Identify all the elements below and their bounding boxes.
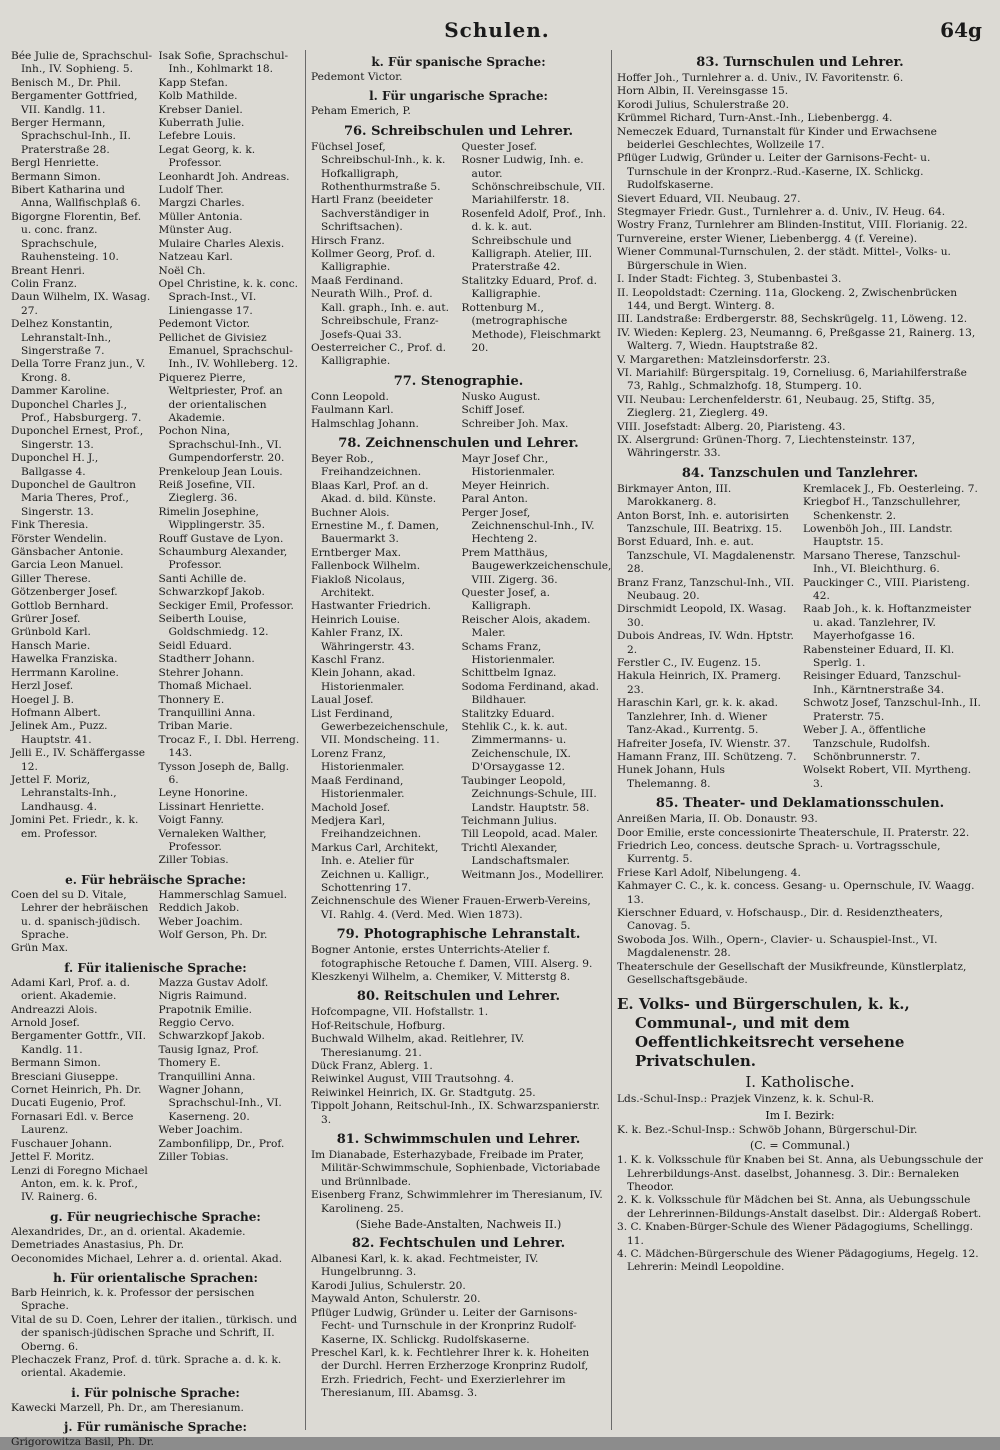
directory-entry: Kahler Franz, IX. Währingerstr. 43. bbox=[311, 627, 415, 653]
directory-entry: Maaß Ferdinand, Historienmaler. bbox=[311, 774, 405, 801]
directory-entry: Plechaczek Franz, Prof. d. türk. Sprache a. d. k. k. oriental. Akademie. bbox=[11, 1353, 282, 1380]
center-note: (Siehe Bade-Anstalten, Nachweis II.) bbox=[355, 1218, 562, 1232]
directory-entry: Kawecki Marzell, Ph. Dr., am Theresianum. bbox=[11, 1401, 244, 1414]
directory-entry: Marsano Therese, Tanzschul-Inh., VI. Bleichthurg. 6. bbox=[803, 549, 961, 576]
directory-entry: Karodi Julius, Schulerstr. 20. bbox=[311, 1279, 466, 1292]
directory-entry: Ziller Tobias. bbox=[158, 854, 229, 867]
directory-entry: Hofcompagne, VII. Hofstallstr. 1. bbox=[311, 1006, 489, 1019]
directory-entry: Hunek Johann, Huls Thelemanng. 8. bbox=[617, 764, 725, 790]
directory-entry: Pedemont Victor. bbox=[311, 71, 403, 83]
directory-entry: Bergamenter Gottfried, VII. Kandlg. 11. bbox=[11, 90, 138, 116]
directory-entry: Prapotnik Emilie. bbox=[158, 1003, 253, 1016]
directory-entry: Schiff Josef. bbox=[461, 404, 526, 417]
directory-entry: Jettel F. Moritz. bbox=[11, 1151, 95, 1164]
directory-entry: Reiwinkel August, VIII Trautsohng. 4. bbox=[311, 1073, 515, 1086]
directory-entry: Kierschner Eduard, v. Hofschausp., Dir. d. Residenztheaters, Canovag. 5. bbox=[617, 906, 943, 933]
directory-entry: Kleszkenyi Wilhelm, a. Chemiker, V. Mitterstg 8. bbox=[311, 970, 571, 983]
directory-entry: Seiberth Louise, Goldschmiedg. 12. bbox=[158, 613, 269, 639]
directory-entry: Demetriades Anastasius, Ph. Dr. bbox=[11, 1239, 185, 1252]
directory-entry: Stehlik C., k. k. aut. Zimmermanns- u. Zeichenschule, IX. D'Orsaygasse 12. bbox=[461, 721, 571, 774]
directory-entry: Faulmann Karl. bbox=[311, 404, 394, 417]
directory-entry: 4. C. Mädchen-Bürgerschule des Wiener Pädagogiums, Hegelg. 12. Lehrerin: Meindl Leopoldine. bbox=[617, 1248, 979, 1274]
directory-entry: Albanesi Karl, k. k. akad. Fechtmeister, IV. Hungelbrunng. 3. bbox=[311, 1253, 539, 1279]
section-heading: 77. Stenographie. bbox=[393, 373, 524, 389]
directory-entry: Kriegbof H., Tanzschullehrer, Schenkenstr. 2. bbox=[803, 496, 961, 522]
directory-entry: Mazza Gustav Adolf. bbox=[158, 976, 269, 989]
section-heading: f. Für italienische Sprache: bbox=[64, 960, 247, 975]
directory-entry: Reddich Jakob. bbox=[158, 902, 240, 915]
directory-entry: Rouff Gustave de Lyon. bbox=[158, 532, 284, 545]
directory-entry: Duponchel Charles J., Prof., Habsburgerg. 7. bbox=[11, 398, 142, 424]
section-heading: k. Für spanische Sprache: bbox=[371, 55, 546, 69]
directory-entry: Natzeau Karl. bbox=[158, 251, 233, 264]
directory-entry: Alexandrides, Dr., an d. oriental. Akademie. bbox=[11, 1225, 246, 1238]
center-note: (C. = Communal.) bbox=[750, 1139, 850, 1153]
directory-entry: Duponchel de Gaultron Maria Theres, Prof., Singerstr. 13. bbox=[11, 479, 137, 518]
directory-entry: III. Landstraße: Erdbergerstr. 88, Sechskrügelg. 11, Löweng. 12. bbox=[617, 313, 968, 326]
directory-entry: Dück Franz, Ablerg. 1. bbox=[311, 1060, 433, 1072]
directory-entry: Thomery E. bbox=[158, 1057, 221, 1070]
directory-entry: Pauckinger C., VIII. Piaristeng. 42. bbox=[803, 576, 970, 603]
directory-entry: Delhez Konstantin, Lehranstalt-Inh., Singerstraße 7. bbox=[11, 318, 113, 357]
directory-entry: Schaumburg Alexander, Professor. bbox=[158, 546, 288, 572]
directory-entry: Buchwald Wilhelm, akad. Reitlehrer, IV. Theresianumg. 21. bbox=[311, 1033, 525, 1059]
directory-entry: Eisenberg Franz, Schwimmlehrer im Theresianum, IV. Karolineng. 25. bbox=[311, 1189, 603, 1215]
directory-entry: Korodi Julius, Schulerstraße 20. bbox=[617, 98, 790, 111]
directory-entry: Fuschauer Johann. bbox=[11, 1137, 112, 1150]
directory-entry: List Ferdinand, Gewerbezeichenschule, VII. Mondscheing. 11. bbox=[311, 707, 449, 747]
directory-entry: Borst Eduard, Inh. e. aut. Tanzschule, VI. Magdalenenstr. 28. bbox=[617, 536, 796, 576]
directory-entry: Heinrich Louise. bbox=[311, 613, 400, 626]
directory-entry: Dammer Karoline. bbox=[11, 385, 110, 398]
directory-entry: Barb Heinrich, k. k. Professor der persischen Sprache. bbox=[11, 1286, 255, 1313]
directory-entry: Leyne Honorine. bbox=[158, 787, 248, 800]
directory-entry: Kapp Stefan. bbox=[158, 76, 228, 89]
directory-entry: Duponchel Ernest, Prof., Singerstr. 13. bbox=[11, 425, 144, 451]
directory-entry: Legat Georg, k. k. Professor. bbox=[158, 143, 256, 170]
directory-entry: 3. C. Knaben-Bürger-Schule des Wiener Pädagogiums, Schellingg. 11. bbox=[617, 1221, 974, 1247]
directory-entry: Bée Julie de, Sprachschul-Inh., IV. Sophieng. 5. bbox=[11, 50, 153, 76]
directory-entry: Herzl Josef. bbox=[11, 680, 74, 693]
directory-entry: V. Margarethen: Matzleinsdorferstr. 23. bbox=[617, 353, 831, 366]
directory-entry: Oesterreicher C., Prof. d. Kalligraphie. bbox=[311, 341, 446, 368]
center-note: Im I. Bezirk: bbox=[765, 1108, 835, 1122]
section-heading: j. Für rumänische Sprache: bbox=[64, 1420, 247, 1435]
directory-entry: Schittbelm Ignaz. bbox=[461, 667, 557, 680]
running-head bbox=[6, 18, 988, 44]
directory-entry: Stehrer Johann. bbox=[158, 666, 244, 679]
directory-entry: Hastwanter Friedrich. bbox=[311, 600, 431, 613]
directory-entry: Maywald Anton, Schulerstr. 20. bbox=[311, 1293, 481, 1306]
two-column-list bbox=[311, 391, 606, 431]
directory-entry: Wagner Johann, Sprachschul-Inh., VI. Kaserneng. 20. bbox=[158, 1084, 282, 1123]
directory-entry: Lowenböh Joh., III. Landstr. Hauptstr. 15. bbox=[803, 523, 953, 549]
directory-entry: Thomaß Michael. bbox=[158, 680, 252, 693]
directory-entry: Dubois Andreas, IV. Wdn. Hptstr. 2. bbox=[617, 630, 794, 656]
directory-entry: Hammerschlag Samuel. bbox=[158, 888, 287, 901]
directory-entry: Raab Joh., k. k. Hoftanzmeister u. akad. Tanzlehrer, IV. Mayerhofgasse 16. bbox=[803, 603, 972, 643]
page-number: 64g bbox=[940, 18, 982, 42]
directory-entry: Branz Franz, Tanzschul-Inh., VII. Neubaug. 20. bbox=[617, 576, 795, 603]
sub-column bbox=[11, 50, 153, 868]
directory-entry: Tranquillini Anna. bbox=[158, 1070, 256, 1083]
directory-entry: Lissinart Henriette. bbox=[158, 800, 265, 813]
directory-entry: Hafreiter Josefa, IV. Wienstr. 37. bbox=[617, 737, 791, 750]
sub-column bbox=[11, 889, 153, 956]
directory-entry: Bergl Henriette. bbox=[11, 157, 99, 170]
directory-entry: Lds.-Schul-Insp.: Prazjek Vinzenz, k. k. Schul-R. bbox=[617, 1093, 875, 1106]
sub-column bbox=[311, 141, 456, 369]
directory-entry: Jomini Pet. Friedr., k. k. em. Professor. bbox=[11, 814, 139, 840]
directory-entry: Ducati Eugenio, Prof. bbox=[11, 1097, 126, 1110]
directory-entry: Duponchel H. J., Ballgasse 4. bbox=[11, 452, 99, 478]
directory-entry: Prem Matthäus, Baugewerkzeichenschule, VIII. Zigerg. 36. bbox=[461, 546, 612, 586]
directory-entry: VIII. Josefstadt: Alberg. 20, Piaristeng. 43. bbox=[617, 420, 846, 433]
directory-entry: II. Leopoldstadt: Czerning. 11a, Glockeng. 2, Zwischenbrücken 144, und Bergt. Winterg. 8. bbox=[617, 286, 958, 312]
directory-entry: Arnold Josef. bbox=[11, 1017, 80, 1030]
directory-entry: Mulaire Charles Alexis. bbox=[158, 237, 285, 250]
section-heading: 79. Photographische Lehranstalt. bbox=[336, 927, 581, 943]
directory-entry: Bigorgne Florentin, Bef. u. conc. franz. Sprachschule, Rauhensteing. 10. bbox=[11, 210, 142, 264]
directory-entry: Isak Sofie, Sprachschul-Inh., Kohlmarkt 18. bbox=[158, 50, 289, 76]
directory-entry: Bermann Simon. bbox=[11, 170, 101, 183]
directory-entry: Förster Wendelin. bbox=[11, 532, 107, 545]
two-column-list bbox=[11, 50, 300, 868]
sub-column bbox=[159, 977, 301, 1205]
directory-entry: Gottlob Bernhard. bbox=[11, 599, 109, 612]
directory-entry: Thonnery E. bbox=[158, 693, 225, 706]
directory-entry: Horn Albin, II. Vereinsgasse 15. bbox=[617, 85, 789, 98]
directory-entry: Schams Franz, Historienmaler. bbox=[461, 640, 556, 667]
directory-entry: Grigorowitza Basil, Ph. Dr. bbox=[11, 1436, 154, 1449]
directory-entry: Adami Karl, Prof. a. d. orient. Akademie. bbox=[11, 976, 131, 1003]
directory-entry: I. Inder Stadt: Fichteg. 3, Stubenbastei 3. bbox=[617, 273, 842, 286]
directory-entry: Hofmann Albert. bbox=[11, 706, 101, 719]
section-heading: l. Für ungarische Sprache: bbox=[369, 89, 548, 104]
directory-entry: Meyer Heinrich. bbox=[461, 479, 550, 492]
sub-column bbox=[159, 889, 301, 956]
directory-entry: Kremlacek J., Fb. Oesterleing. 7. bbox=[803, 482, 978, 495]
directory-entry: Ziller Tobias. bbox=[158, 1151, 229, 1164]
directory-entry: Breant Henri. bbox=[11, 264, 86, 277]
directory-entry: K. k. Bez.-Schul-Insp.: Schwöb Johann, Bürgerschul-Dir. bbox=[617, 1123, 918, 1136]
directory-entry: Rabensteiner Eduard, II. Kl. Sperlg. 1. bbox=[803, 643, 955, 670]
directory-entry: Bresciani Giuseppe. bbox=[11, 1070, 119, 1083]
directory-entry: Sievert Eduard, VII. Neubaug. 27. bbox=[617, 192, 801, 205]
directory-entry: Kollmer Georg, Prof. d. Kalligraphie. bbox=[311, 248, 436, 274]
directory-entry: Oeconomides Michael, Lehrer a. d. oriental. Akad. bbox=[11, 1252, 283, 1265]
directory-entry: Zambonfilipp, Dr., Prof. bbox=[158, 1137, 285, 1150]
sub-column bbox=[159, 50, 301, 868]
directory-entry: Colin Franz. bbox=[11, 277, 77, 290]
directory-entry: Machold Josef. bbox=[311, 801, 391, 814]
directory-entry: Zeichnenschule des Wiener Frauen-Erwerb-Vereins, VI. Rahlg. 4. (Verd. Med. Wien 1873). bbox=[311, 895, 591, 921]
directory-entry: Santi Achille de. bbox=[158, 572, 247, 585]
directory-entry: Jettel F. Moriz, Lehranstalts-Inh., Landhausg. 4. bbox=[11, 773, 117, 813]
two-column-list bbox=[617, 483, 983, 791]
directory-entry: Berger Hermann, Sprachschul-Inh., II. Praterstraße 28. bbox=[11, 117, 131, 156]
directory-entry: Wolsekt Robert, VII. Myrtheng. 3. bbox=[803, 764, 972, 790]
directory-entry: Jelli E., IV. Schäffergasse 12. bbox=[11, 747, 146, 773]
directory-entry: Götzenberger Josef. bbox=[11, 586, 118, 599]
directory-entry: Jelinek Am., Puzz. Hauptstr. 41. bbox=[11, 720, 108, 746]
directory-entry: Reischer Alois, akadem. Maler. bbox=[461, 613, 591, 640]
column-3 bbox=[612, 50, 988, 1430]
directory-entry: Schwotz Josef, Tanzschul-Inh., II. Praterstr. 75. bbox=[803, 697, 981, 723]
directory-entry: Pflüger Ludwig, Gründer u. Leiter der Garnisons-Fecht- u. Turnschule in der Kronprz.-Rud.-Kaserne, IX. Schlickg. Rudolfskaserne. bbox=[617, 152, 931, 192]
directory-entry: Cornet Heinrich, Ph. Dr. bbox=[11, 1084, 142, 1097]
directory-entry: Daun Wilhelm, IX. Wasag. 27. bbox=[11, 291, 151, 317]
directory-entry: Haraschin Karl, gr. k. k. akad. Tanzlehrer, Inh. d. Wiener Tanz-Akad., Kurrentg. 5. bbox=[617, 697, 779, 737]
directory-entry: Kahmayer C. C., k. k. concess. Gesang- u. Opernschule, IV. Waagg. 13. bbox=[617, 880, 975, 906]
directory-entry: Voigt Fanny. bbox=[158, 814, 224, 827]
directory-entry: Müller Antonia. bbox=[158, 210, 243, 223]
directory-entry: Margzi Charles. bbox=[158, 197, 245, 210]
directory-entry: Birkmayer Anton, III. Marokkanerg. 8. bbox=[617, 482, 732, 509]
directory-entry: Grürer Josef. bbox=[11, 613, 81, 626]
section-heading: 78. Zeichnenschulen und Lehrer. bbox=[338, 435, 579, 451]
directory-entry: Tausig Ignaz, Prof. bbox=[158, 1043, 259, 1056]
two-column-list bbox=[11, 889, 300, 956]
directory-entry: Della Torre Franz jun., V. Krong. 8. bbox=[11, 358, 146, 384]
directory-entry: Hoffer Joh., Turnlehrer a. d. Univ., IV. Favoritenstr. 6. bbox=[617, 72, 904, 84]
directory-entry: VI. Mariahilf: Bürgerspitalg. 19, Corneliusg. 6, Mariahilferstraße 73, Rahlg., Schmalzhofg. 18, Stumperg. 10. bbox=[617, 366, 967, 393]
sub-column bbox=[11, 977, 153, 1205]
column-2 bbox=[306, 50, 612, 1430]
directory-entry: Vernaleken Walther, Professor. bbox=[158, 827, 267, 853]
directory-entry: Trocaz F., I. Dbl. Herreng. 143. bbox=[158, 733, 300, 760]
directory-entry: Hartl Franz (beeideter Sachverständiger in Schriftsachen). bbox=[311, 194, 433, 234]
directory-entry: Krebser Daniel. bbox=[158, 103, 243, 116]
directory-entry: Sodoma Ferdinand, akad. Bildhauer. bbox=[461, 680, 599, 707]
directory-entry: Füchsel Josef, Schreibschul-Inh., k. k. Hofkalligraph, Rothenthurmstraße 5. bbox=[311, 140, 446, 194]
directory-entry: Vital de su D. Coen, Lehrer der italien., türkisch. und der spanisch-jüdischen Sprache und Schrift, II. Oberng. 6. bbox=[11, 1313, 297, 1353]
directory-entry: Hakula Heinrich, IX. Pramerg. 23. bbox=[617, 670, 782, 696]
directory-entry: Mayr Josef Chr., Historienmaler. bbox=[461, 452, 556, 479]
directory-entry: Rottenburg M., (metrographische Methode), Fleischmarkt 20. bbox=[461, 301, 601, 354]
directory-entry: Nigris Raimund. bbox=[158, 990, 247, 1003]
directory-entry: Lenzi di Foregno Michael Anton, em. k. k. Prof., IV. Rainerg. 6. bbox=[11, 1164, 148, 1204]
directory-entry: Rosenfeld Adolf, Prof., Inh. d. k. k. aut. Schreibschule und Kalligraph. Atelier, III. Praterstraße 42. bbox=[461, 207, 606, 274]
directory-entry: Quester Josef, a. Kalligraph. bbox=[461, 587, 550, 613]
directory-entry: Hoegel J. B. bbox=[11, 693, 75, 706]
directory-entry: Reiwinkel Heinrich, IX. Gr. Stadtgutg. 25. bbox=[311, 1086, 536, 1099]
directory-entry: Noël Ch. bbox=[158, 264, 206, 277]
directory-entry: Neurath Wilh., Prof. d. Kall. graph., Inh. e. aut. Schreibschule, Franz-Josefs-Quai 33. bbox=[311, 288, 449, 341]
section-heading: i. Für polnische Sprache: bbox=[71, 1385, 240, 1400]
section-heading: g. Für neugriechische Sprache: bbox=[50, 1209, 261, 1224]
directory-entry: Erntberger Max. bbox=[311, 546, 401, 559]
directory-entry: Rosner Ludwig, Inh. e. autor. Schönschreibschule, VII. Mariahilferstr. 18. bbox=[461, 154, 606, 207]
directory-entry: Klein Johann, akad. Historienmaler. bbox=[311, 667, 416, 693]
main-section-heading: E. Volks- und Bürgerschulen, k. k., Communal-, und mit dem Oeffentlichkeitsrecht versehene Privatschulen. bbox=[617, 995, 910, 1071]
section-heading: 83. Turnschulen und Lehrer. bbox=[696, 55, 904, 70]
section-heading: 81. Schwimmschulen und Lehrer. bbox=[336, 1132, 581, 1148]
directory-entry: Turnvereine, erster Wiener, Liebenbergg. 4 (f. Vereine). bbox=[617, 232, 918, 245]
sub-column bbox=[462, 391, 607, 431]
sub-column bbox=[803, 483, 983, 791]
directory-entry: Taubinger Leopold, Zeichnungs-Schule, III. Landstr. Hauptstr. 58. bbox=[461, 774, 597, 814]
directory-entry: Benisch M., Dr. Phil. bbox=[11, 76, 121, 89]
section-heading: 84. Tanzschulen und Tanzlehrer. bbox=[681, 465, 919, 481]
section-heading: 80. Reitschulen und Lehrer. bbox=[356, 989, 561, 1005]
directory-entry: Peham Emerich, P. bbox=[311, 105, 411, 118]
directory-entry: Pedemont Victor. bbox=[158, 318, 251, 331]
sub-column bbox=[461, 452, 612, 895]
directory-entry: Tippolt Johann, Reitschul-Inh., IX. Schwarzspanierstr. 3. bbox=[311, 1100, 600, 1126]
directory-entry: Hof-Reitschule, Hofburg. bbox=[311, 1019, 446, 1032]
directory-entry: Giller Therese. bbox=[11, 572, 91, 585]
sub-heading: I. Katholische. bbox=[745, 1073, 855, 1092]
directory-entry: Prenkeloup Jean Louis. bbox=[158, 465, 283, 478]
sub-column bbox=[311, 453, 456, 895]
directory-entry: Medjera Karl, Freihandzeichnen. bbox=[311, 814, 422, 841]
directory-entry: Reisinger Eduard, Tanzschul-Inh., Kärntnerstraße 34. bbox=[803, 670, 961, 696]
directory-entry: IX. Alsergrund: Grünen-Thorg. 7, Liechtensteinstr. 137, Währingerstr. 33. bbox=[617, 433, 916, 460]
directory-entry: Triban Marie. bbox=[158, 720, 233, 733]
two-column-list bbox=[311, 452, 612, 895]
directory-entry: Coen del su D. Vitale, Lehrer der hebräischen u. d. spanisch-jüdisch. Sprache. bbox=[11, 888, 149, 941]
directory-entry: Lorenz Franz, Historienmaler. bbox=[311, 747, 405, 774]
directory-entry: Garcia Leon Manuel. bbox=[11, 559, 124, 572]
directory-entry: Kuberrath Julie. bbox=[158, 117, 245, 130]
directory-entry: Friedrich Leo, concess. deutsche Sprach- u. Vortragsschule, Kurrentg. 5. bbox=[617, 839, 941, 866]
directory-entry: Paral Anton. bbox=[461, 493, 528, 506]
directory-entry: Hirsch Franz. bbox=[311, 234, 385, 247]
directory-entry: Opel Christine, k. k. conc. Sprach-Inst., VI. Liniengasse 17. bbox=[158, 277, 299, 317]
directory-entry: Buchner Alois. bbox=[311, 506, 390, 519]
directory-entry: Maaß Ferdinand. bbox=[311, 274, 404, 287]
directory-entry: Beyer Rob., Freihandzeichnen. bbox=[311, 452, 422, 479]
directory-entry: Halmschlag Johann. bbox=[311, 417, 419, 430]
directory-entry: Pflüger Ludwig, Gründer u. Leiter der Garnisons-Fecht- und Turnschule in der Kronprinz Rudolf-Kaserne, IX. Schlickg. Rudolfskaserne. bbox=[311, 1306, 578, 1346]
directory-entry: Seidl Eduard. bbox=[158, 639, 232, 652]
directory-entry: 1. K. k. Volksschule für Knaben bei St. Anna, als Uebungsschule der Lehrerbildungs-Anst. daselbst, Johannesg. 3. Dir.: Bernaleken Theodor. bbox=[617, 1154, 983, 1194]
directory-entry: Stalitzky Eduard, Prof. d. Kalligraphie. bbox=[461, 274, 597, 301]
directory-entry: Schwarzkopf Jakob. bbox=[158, 586, 265, 599]
column-1 bbox=[6, 50, 306, 1449]
directory-entry: Kolb Mathilde. bbox=[158, 90, 238, 103]
directory-entry: Fallenbock Wilhelm. bbox=[311, 560, 421, 573]
directory-entry: Reggio Cervo. bbox=[158, 1017, 235, 1030]
directory-entry: Weber Joachim. bbox=[158, 1124, 243, 1137]
directory-entry: Grünbold Karl. bbox=[11, 626, 91, 639]
directory-entry: Laual Josef. bbox=[311, 694, 374, 707]
directory-entry: Hamann Franz, III. Schützeng. 7. bbox=[617, 750, 797, 763]
directory-entry: Rimelin Josephine, Wipplingerstr. 35. bbox=[158, 505, 266, 532]
directory-entry: Till Leopold, acad. Maler. bbox=[461, 828, 599, 841]
directory-entry: Hansch Marie. bbox=[11, 639, 91, 652]
directory-entry: Weber Joachim. bbox=[158, 915, 243, 928]
directory-entry: Schwarzkopf Jakob. bbox=[158, 1030, 265, 1043]
directory-entry: Pellichet de Givisiez Emanuel, Sprachschul-Inh., IV. Wohlleberg. 12. bbox=[158, 331, 299, 371]
directory-entry: Stegmayer Friedr. Gust., Turnlehrer a. d. Univ., IV. Heug. 64. bbox=[617, 206, 946, 219]
directory-entry: Weber J. A., öffentliche Tanzschule, Rudolfsh. Schönbrunnerstr. 7. bbox=[803, 724, 931, 763]
section-heading: 76. Schreibschulen und Lehrer. bbox=[343, 123, 574, 139]
directory-entry: Herrmann Karoline. bbox=[11, 666, 119, 679]
directory-entry: Bibert Katharina und Anna, Wallfischplaß 6. bbox=[11, 184, 141, 210]
directory-entry: Münster Aug. bbox=[158, 224, 233, 237]
directory-entry: Swoboda Jos. Wilh., Opern-, Clavier- u. Schauspiel-Inst., VI. Magdalenenstr. 28. bbox=[617, 933, 938, 960]
section-heading: h. Für orientalische Sprachen: bbox=[53, 1270, 258, 1285]
sub-column bbox=[617, 483, 797, 791]
directory-entry: Schreiber Joh. Max. bbox=[461, 417, 569, 430]
directory-entry: 2. K. k. Volksschule für Mädchen bei St. Anna, als Uebungsschule der Lehrerinnen-Bildungs-Anstalt daselbst. Dir.: Aldergaß Robert. bbox=[617, 1194, 982, 1220]
directory-entry: Andreazzi Alois. bbox=[11, 1003, 98, 1016]
directory-entry: Ferstler C., IV. Eugenz. 15. bbox=[617, 657, 762, 670]
two-column-list bbox=[311, 141, 606, 369]
directory-entry: Lefebre Louis. bbox=[158, 130, 236, 143]
directory-entry: Stadtherr Johann. bbox=[158, 653, 255, 666]
directory-entry: Perger Josef, Zeichnenschul-Inh., IV. Hechteng 2. bbox=[461, 506, 595, 546]
directory-entry: Kaschl Franz. bbox=[311, 654, 385, 667]
directory-entry: Ludolf Ther. bbox=[158, 184, 224, 197]
directory-entry: Teichmann Julius. bbox=[461, 814, 558, 827]
directory-entry: Conn Leopold. bbox=[311, 390, 389, 403]
directory-entry: Anton Borst, Inh. e. autorisirten Tanzschule, III. Beatrixg. 15. bbox=[617, 509, 789, 535]
directory-entry: Wolf Gerson, Ph. Dr. bbox=[158, 929, 268, 941]
directory-entry: Theaterschule der Gesellschaft der Musikfreunde, Künstlerplatz, Gesellschaftsgebäude. bbox=[617, 960, 967, 986]
directory-entry: Wostry Franz, Turnlehrer am Blinden-Institut, VIII. Florianig. 22. bbox=[617, 219, 968, 232]
directory-entry: Wiener Communal-Turnschulen, 2. der städt. Mittel-, Volks- u. Bürgerschule in Wien. bbox=[617, 246, 951, 272]
directory-entry: Preschel Karl, k. k. Fechtlehrer Ihrer k. k. Hoheiten der Durchl. Herren Erzherzoge Kronprinz Rudolf, Erzh. Friedrich, Fecht- und Exerzierlehrer im Theresianum, III. Abamsg. 3. bbox=[311, 1346, 590, 1400]
directory-entry: Door Emilie, erste concessionirte Theaterschule, II. Praterstr. 22. bbox=[617, 826, 970, 839]
directory-entry: Quester Josef. bbox=[461, 140, 537, 153]
section-heading: 85. Theater- und Deklamationsschulen. bbox=[655, 796, 945, 812]
directory-entry: Fornasari Edl. v. Berce Laurenz. bbox=[11, 1110, 134, 1137]
directory-entry: Reiß Josefine, VII. Zieglerg. 36. bbox=[158, 479, 256, 505]
directory-entry: Tranquillini Anna. bbox=[158, 706, 256, 719]
directory-entry: Fiakloß Nicolaus, Architekt. bbox=[311, 573, 405, 599]
directory-entry: Markus Carl, Architekt, Inh. e. Atelier für Zeichnen u. Kalligr., Schottenring 17. bbox=[311, 841, 439, 894]
directory-entry: Bermann Simon. bbox=[11, 1057, 101, 1070]
directory-entry: Ernestine M., f. Damen, Bauermarkt 3. bbox=[311, 519, 439, 546]
directory-entry: Im Dianabade, Esterhazybade, Freibade im Prater, Militär-Schwimmschule, Sophienbade, Victoriabade und Brünnlbade. bbox=[311, 1149, 601, 1188]
directory-entry: Fink Theresia. bbox=[11, 519, 89, 532]
directory-entry: Tysson Joseph de, Ballg. 6. bbox=[158, 760, 290, 786]
directory-entry: Bogner Antonie, erstes Unterrichts-Atelier f. fotographische Retouche f. Damen, VIII. Alserg. 9. bbox=[311, 944, 593, 970]
directory-entry: Grün Max. bbox=[11, 942, 69, 955]
directory-entry: VII. Neubau: Lerchenfelderstr. 61, Neubaug. 25, Stiftg. 35, Zieglerg. 21, Zieglerg. 49. bbox=[617, 393, 935, 420]
directory-entry: Krümmel Richard, Turn-Anst.-Inh., Liebenbergg. 4. bbox=[617, 112, 893, 125]
directory-entry: Bergamenter Gottfr., VII. Kandlg. 11. bbox=[11, 1030, 146, 1056]
directory-entry: Pochon Nina, Sprachschul-Inh., VI. Gumpendorferstr. 20. bbox=[158, 425, 285, 465]
sub-column bbox=[311, 391, 456, 431]
directory-entry: Seckiger Emil, Professor. bbox=[158, 599, 294, 612]
directory-entry: Leonhardt Joh. Andreas. bbox=[158, 170, 290, 183]
directory-entry: Stalitzky Eduard. bbox=[461, 707, 555, 720]
section-heading: e. Für hebräische Sprache: bbox=[65, 872, 246, 887]
two-column-list bbox=[11, 977, 300, 1205]
directory-entry: Blaas Karl, Prof. an d. Akad. d. bild. Künste. bbox=[311, 479, 437, 506]
directory-entry: Weitmann Jos., Modellirer. bbox=[461, 868, 605, 881]
directory-entry: Anreißen Maria, II. Ob. Donaustr. 93. bbox=[617, 813, 818, 826]
section-heading: 82. Fechtschulen und Lehrer. bbox=[351, 1236, 566, 1252]
directory-entry: Nemeczek Eduard, Turnanstalt für Kinder und Erwachsene beiderlei Geschlechtes, Wollzeile 17. bbox=[617, 125, 937, 152]
sub-column bbox=[462, 141, 607, 369]
columns bbox=[6, 50, 988, 1449]
directory-entry: Friese Karl Adolf, Nibelungeng. 4. bbox=[617, 866, 801, 879]
directory-entry: Nusko August. bbox=[461, 390, 541, 403]
page-title: Schulen. bbox=[444, 18, 550, 42]
directory-entry: Gänsbacher Antonie. bbox=[11, 546, 124, 559]
directory-entry: Hawelka Franziska. bbox=[11, 653, 118, 666]
directory-entry: Piquerez Pierre, Weltpriester, Prof. an der orientalischen Akademie. bbox=[158, 371, 283, 424]
directory-entry: IV. Wieden: Keplerg. 23, Neumanng. 6, Preßgasse 21, Rainerg. 13, Walterg. 7, Wiedn. Hauptstraße 82. bbox=[617, 326, 976, 353]
directory-entry: Dirschmidt Leopold, IX. Wasag. 30. bbox=[617, 603, 787, 629]
directory-entry: Trichtl Alexander, Landschaftsmaler. bbox=[461, 841, 570, 868]
